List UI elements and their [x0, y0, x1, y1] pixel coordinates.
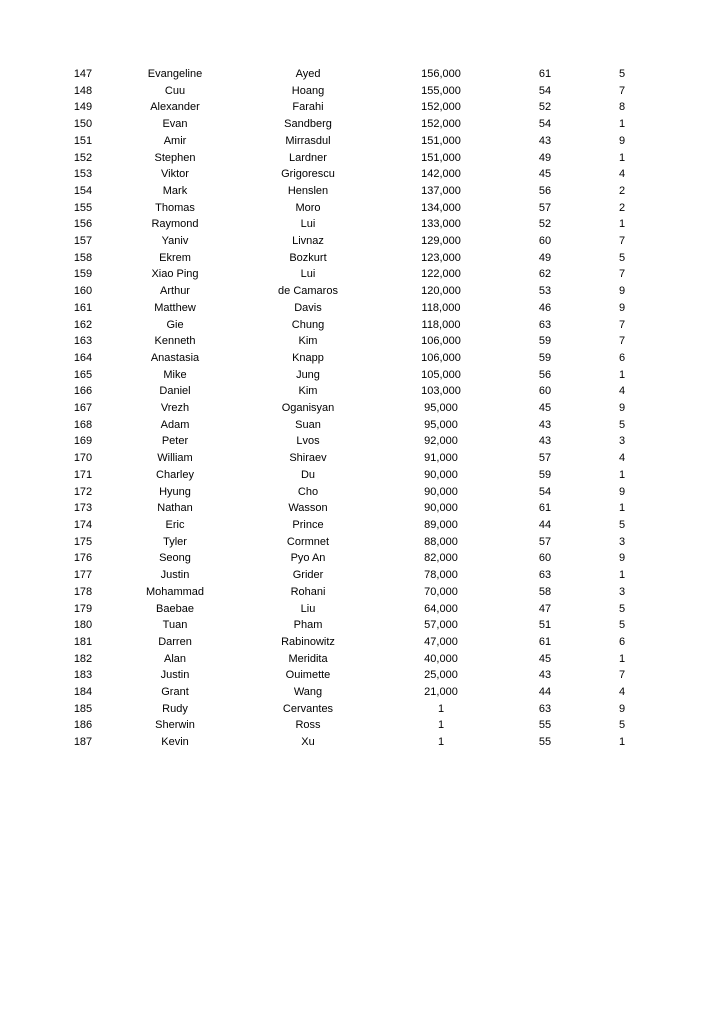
cell-index: 166 [73, 385, 93, 398]
table-row [56, 133, 660, 150]
cell-col5: 56 [538, 368, 552, 381]
table-row [56, 717, 660, 734]
cell-first-name: Viktor [161, 168, 189, 181]
cell-col5: 63 [538, 702, 552, 715]
table-row [56, 584, 660, 601]
cell-value: 1 [437, 736, 445, 749]
cell-col5: 51 [538, 619, 552, 632]
cell-col5: 43 [538, 669, 552, 682]
cell-col6: 3 [618, 435, 626, 448]
cell-col5: 55 [538, 719, 552, 732]
cell-index: 176 [73, 552, 93, 565]
cell-col5: 45 [538, 652, 552, 665]
cell-col5: 54 [538, 485, 552, 498]
cell-last-name: Lui [300, 218, 316, 231]
cell-last-name: Davis [294, 301, 322, 314]
cell-first-name: Matthew [154, 301, 196, 314]
cell-value: 57,000 [424, 619, 458, 632]
table-row [56, 150, 660, 167]
cell-last-name: Oganisyan [281, 402, 335, 415]
cell-col5: 47 [538, 602, 552, 615]
cell-first-name: Sherwin [155, 719, 195, 732]
cell-index: 185 [73, 702, 93, 715]
cell-index: 169 [73, 435, 93, 448]
cell-value: 151,000 [421, 134, 461, 147]
cell-last-name: Pham [293, 619, 323, 632]
cell-index: 162 [73, 318, 93, 331]
cell-first-name: Tuan [162, 619, 188, 632]
cell-col6: 5 [618, 251, 626, 264]
cell-col6: 3 [618, 535, 626, 548]
cell-first-name: Stephen [154, 151, 196, 164]
cell-last-name: Knapp [292, 351, 324, 364]
cell-value: 151,000 [421, 151, 461, 164]
cell-col6: 1 [618, 118, 626, 131]
cell-col6: 1 [618, 502, 626, 515]
cell-value: 1 [437, 702, 445, 715]
cell-index: 147 [73, 68, 93, 80]
cell-first-name: Evan [162, 118, 188, 131]
cell-col6: 9 [618, 702, 626, 715]
table-row [56, 550, 660, 567]
cell-col5: 44 [538, 686, 552, 699]
cell-value: 92,000 [424, 435, 458, 448]
cell-col5: 59 [538, 468, 552, 481]
cell-index: 179 [73, 602, 93, 615]
cell-value: 156,000 [421, 68, 461, 80]
cell-col5: 54 [538, 118, 552, 131]
cell-col5: 62 [538, 268, 552, 281]
cell-index: 175 [73, 535, 93, 548]
cell-col5: 54 [538, 84, 552, 97]
table-row [56, 667, 660, 684]
cell-first-name: Amir [163, 134, 187, 147]
cell-first-name: Alan [163, 652, 187, 665]
cell-col6: 5 [618, 518, 626, 531]
cell-first-name: Anastasia [150, 351, 200, 364]
cell-last-name: Bozkurt [289, 251, 327, 264]
cell-first-name: Seong [159, 552, 191, 565]
cell-index: 159 [73, 268, 93, 281]
cell-col6: 1 [618, 652, 626, 665]
cell-last-name: Grider [292, 569, 324, 582]
cell-col6: 4 [618, 452, 626, 465]
cell-first-name: Cuu [164, 84, 186, 97]
cell-value: 106,000 [421, 351, 461, 364]
table-row [56, 500, 660, 517]
table-row [56, 617, 660, 634]
cell-col6: 9 [618, 134, 626, 147]
cell-col5: 45 [538, 402, 552, 415]
cell-first-name: Yaniv [161, 235, 189, 248]
cell-value: 25,000 [424, 669, 458, 682]
cell-value: 103,000 [421, 385, 461, 398]
cell-col5: 59 [538, 351, 552, 364]
table-row [56, 417, 660, 434]
cell-col5: 61 [538, 502, 552, 515]
cell-col6: 9 [618, 285, 626, 298]
cell-last-name: Rohani [290, 585, 326, 598]
cell-col5: 57 [538, 535, 552, 548]
cell-last-name: Shiraev [289, 452, 327, 465]
cell-value: 88,000 [424, 535, 458, 548]
table-row [56, 601, 660, 618]
table-row [56, 250, 660, 267]
table-row [56, 317, 660, 334]
cell-index: 150 [73, 118, 93, 131]
cell-col5: 63 [538, 318, 552, 331]
cell-index: 168 [73, 418, 93, 431]
table-row [56, 333, 660, 350]
cell-first-name: Hyung [159, 485, 191, 498]
cell-col6: 6 [618, 351, 626, 364]
cell-index: 184 [73, 686, 93, 699]
cell-index: 161 [73, 301, 93, 314]
cell-index: 149 [73, 101, 93, 114]
cell-col6: 7 [618, 335, 626, 348]
cell-col6: 7 [618, 318, 626, 331]
cell-first-name: Adam [160, 418, 190, 431]
table-row [56, 450, 660, 467]
cell-last-name: Grigorescu [281, 168, 335, 181]
cell-index: 157 [73, 235, 93, 248]
cell-first-name: William [157, 452, 193, 465]
table-row [56, 266, 660, 283]
table-row [56, 433, 660, 450]
cell-first-name: Charley [156, 468, 194, 481]
cell-value: 118,000 [421, 301, 461, 314]
cell-col6: 1 [618, 468, 626, 481]
cell-last-name: Cormnet [286, 535, 330, 548]
cell-col6: 1 [618, 736, 626, 749]
cell-last-name: Chung [291, 318, 325, 331]
cell-value: 64,000 [424, 602, 458, 615]
cell-value: 152,000 [421, 118, 461, 131]
cell-col6: 4 [618, 686, 626, 699]
cell-first-name: Eric [165, 518, 185, 531]
cell-last-name: Rabinowitz [281, 635, 335, 648]
cell-first-name: Evangeline [147, 68, 203, 80]
cell-col6: 9 [618, 402, 626, 415]
table-row [56, 383, 660, 400]
cell-value: 95,000 [424, 402, 458, 415]
cell-index: 178 [73, 585, 93, 598]
cell-col6: 7 [618, 235, 626, 248]
cell-index: 180 [73, 619, 93, 632]
cell-last-name: Ross [295, 719, 321, 732]
table-row [56, 400, 660, 417]
cell-index: 171 [73, 468, 93, 481]
cell-col5: 61 [538, 68, 552, 80]
cell-last-name: Liu [300, 602, 316, 615]
cell-last-name: Lui [300, 268, 316, 281]
cell-last-name: Livnaz [292, 235, 324, 248]
cell-last-name: Henslen [287, 184, 329, 197]
cell-col5: 49 [538, 151, 552, 164]
table-row [56, 517, 660, 534]
cell-index: 186 [73, 719, 93, 732]
cell-first-name: Gie [166, 318, 184, 331]
cell-col6: 7 [618, 84, 626, 97]
cell-col5: 63 [538, 569, 552, 582]
table-row [56, 567, 660, 584]
cell-index: 167 [73, 402, 93, 415]
cell-col6: 1 [618, 368, 626, 381]
table-row [56, 701, 660, 718]
table-row [56, 216, 660, 233]
cell-value: 122,000 [421, 268, 461, 281]
cell-last-name: de Camaros [278, 285, 338, 298]
cell-col6: 1 [618, 218, 626, 231]
cell-col5: 60 [538, 552, 552, 565]
cell-index: 172 [73, 485, 93, 498]
cell-value: 70,000 [424, 585, 458, 598]
cell-last-name: Farahi [292, 101, 324, 114]
table-row [56, 116, 660, 133]
cell-index: 151 [73, 134, 93, 147]
cell-value: 90,000 [424, 468, 458, 481]
table-row [56, 367, 660, 384]
cell-col6: 1 [618, 569, 626, 582]
cell-value: 133,000 [421, 218, 461, 231]
cell-col5: 43 [538, 418, 552, 431]
cell-value: 89,000 [424, 518, 458, 531]
cell-index: 163 [73, 335, 93, 348]
cell-value: 105,000 [421, 368, 461, 381]
cell-col6: 2 [618, 201, 626, 214]
cell-last-name: Cho [297, 485, 319, 498]
cell-first-name: Kevin [161, 736, 189, 749]
cell-index: 174 [73, 518, 93, 531]
cell-last-name: Hoang [291, 84, 325, 97]
cell-value: 47,000 [424, 635, 458, 648]
cell-value: 95,000 [424, 418, 458, 431]
cell-first-name: Darren [158, 635, 192, 648]
cell-col6: 9 [618, 301, 626, 314]
cell-col5: 46 [538, 301, 552, 314]
table-row [56, 283, 660, 300]
cell-first-name: Tyler [163, 535, 187, 548]
cell-last-name: Kim [298, 335, 318, 348]
cell-col6: 8 [618, 101, 626, 114]
cell-first-name: Justin [160, 569, 190, 582]
cell-index: 182 [73, 652, 93, 665]
table-row [56, 734, 660, 751]
table-row [56, 200, 660, 217]
cell-col5: 45 [538, 168, 552, 181]
table-row [56, 83, 660, 100]
cell-col5: 60 [538, 235, 552, 248]
cell-index: 156 [73, 218, 93, 231]
cell-col5: 43 [538, 435, 552, 448]
cell-index: 164 [73, 351, 93, 364]
table-row [56, 684, 660, 701]
cell-col5: 53 [538, 285, 552, 298]
cell-value: 91,000 [424, 452, 458, 465]
cell-index: 160 [73, 285, 93, 298]
cell-value: 142,000 [421, 168, 461, 181]
cell-first-name: Raymond [151, 218, 199, 231]
cell-col6: 9 [618, 552, 626, 565]
cell-first-name: Mark [162, 184, 188, 197]
cell-col5: 60 [538, 385, 552, 398]
cell-first-name: Kenneth [154, 335, 196, 348]
cell-first-name: Baebae [156, 602, 194, 615]
cell-last-name: Wasson [288, 502, 328, 515]
cell-last-name: Moro [295, 201, 321, 214]
cell-col5: 52 [538, 101, 552, 114]
cell-col5: 43 [538, 134, 552, 147]
cell-col6: 2 [618, 184, 626, 197]
cell-index: 153 [73, 168, 93, 181]
cell-col6: 5 [618, 619, 626, 632]
cell-col5: 52 [538, 218, 552, 231]
cell-col5: 56 [538, 184, 552, 197]
cell-last-name: Lvos [296, 435, 320, 448]
cell-first-name: Daniel [159, 385, 191, 398]
cell-first-name: Ekrem [159, 251, 191, 264]
cell-value: 106,000 [421, 335, 461, 348]
cell-last-name: Pyo An [290, 552, 326, 565]
cell-value: 90,000 [424, 485, 458, 498]
cell-value: 129,000 [421, 235, 461, 248]
cell-col5: 61 [538, 635, 552, 648]
cell-col5: 58 [538, 585, 552, 598]
cell-value: 82,000 [424, 552, 458, 565]
cell-index: 173 [73, 502, 93, 515]
table-row [56, 651, 660, 668]
cell-value: 21,000 [424, 686, 458, 699]
cell-value: 123,000 [421, 251, 461, 264]
cell-index: 155 [73, 201, 93, 214]
cell-last-name: Mirrasdul [285, 134, 331, 147]
cell-col6: 5 [618, 68, 626, 80]
cell-first-name: Justin [160, 669, 190, 682]
cell-col5: 44 [538, 518, 552, 531]
cell-col5: 49 [538, 251, 552, 264]
cell-first-name: Vrezh [160, 402, 190, 415]
cell-last-name: Xu [301, 736, 315, 749]
cell-col6: 5 [618, 418, 626, 431]
cell-last-name: Jung [296, 368, 320, 381]
cell-value: 155,000 [421, 84, 461, 97]
cell-last-name: Wang [293, 686, 323, 699]
cell-col6: 5 [618, 719, 626, 732]
cell-value: 152,000 [421, 101, 461, 114]
cell-col6: 9 [618, 485, 626, 498]
cell-last-name: Ouimette [285, 669, 331, 682]
cell-value: 118,000 [421, 318, 461, 331]
table-row [56, 634, 660, 651]
cell-index: 152 [73, 151, 93, 164]
cell-col5: 57 [538, 201, 552, 214]
cell-value: 40,000 [424, 652, 458, 665]
cell-value: 1 [437, 719, 445, 732]
cell-value: 90,000 [424, 502, 458, 515]
cell-col6: 7 [618, 268, 626, 281]
table-row [56, 467, 660, 484]
table-row [56, 300, 660, 317]
cell-first-name: Thomas [155, 201, 195, 214]
cell-index: 165 [73, 368, 93, 381]
cell-first-name: Mike [163, 368, 187, 381]
cell-value: 120,000 [421, 285, 461, 298]
cell-col5: 55 [538, 736, 552, 749]
cell-last-name: Du [300, 468, 316, 481]
cell-col6: 1 [618, 151, 626, 164]
cell-index: 187 [73, 736, 93, 749]
cell-index: 183 [73, 669, 93, 682]
cell-col6: 5 [618, 602, 626, 615]
cell-col6: 7 [618, 669, 626, 682]
cell-last-name: Kim [298, 385, 318, 398]
cell-first-name: Mohammad [145, 585, 205, 598]
table-row [56, 166, 660, 183]
cell-last-name: Sandberg [284, 118, 332, 131]
cell-first-name: Arthur [160, 285, 190, 298]
cell-index: 181 [73, 635, 93, 648]
cell-last-name: Suan [295, 418, 321, 431]
table-row [56, 233, 660, 250]
data-table [56, 66, 660, 751]
cell-index: 158 [73, 251, 93, 264]
cell-col6: 3 [618, 585, 626, 598]
cell-first-name: Peter [161, 435, 189, 448]
cell-index: 177 [73, 569, 93, 582]
cell-value: 134,000 [421, 201, 461, 214]
table-row [56, 534, 660, 551]
table-row [56, 350, 660, 367]
cell-col6: 4 [618, 385, 626, 398]
table-row [56, 183, 660, 200]
table-row [56, 484, 660, 501]
cell-index: 148 [73, 84, 93, 97]
cell-first-name: Nathan [157, 502, 193, 515]
cell-last-name: Lardner [289, 151, 327, 164]
cell-value: 137,000 [421, 184, 461, 197]
cell-first-name: Xiao Ping [151, 268, 199, 281]
cell-first-name: Grant [161, 686, 189, 699]
cell-index: 170 [73, 452, 93, 465]
cell-first-name: Rudy [162, 702, 188, 715]
cell-col5: 59 [538, 335, 552, 348]
cell-col5: 57 [538, 452, 552, 465]
cell-last-name: Ayed [295, 68, 321, 80]
cell-col6: 4 [618, 168, 626, 181]
cell-index: 154 [73, 184, 93, 197]
cell-first-name: Alexander [150, 101, 200, 114]
table-row [56, 99, 660, 116]
cell-last-name: Cervantes [282, 702, 334, 715]
cell-value: 78,000 [424, 569, 458, 582]
table-row [56, 66, 660, 83]
cell-last-name: Meridita [288, 652, 328, 665]
cell-col6: 6 [618, 635, 626, 648]
cell-last-name: Prince [292, 518, 324, 531]
